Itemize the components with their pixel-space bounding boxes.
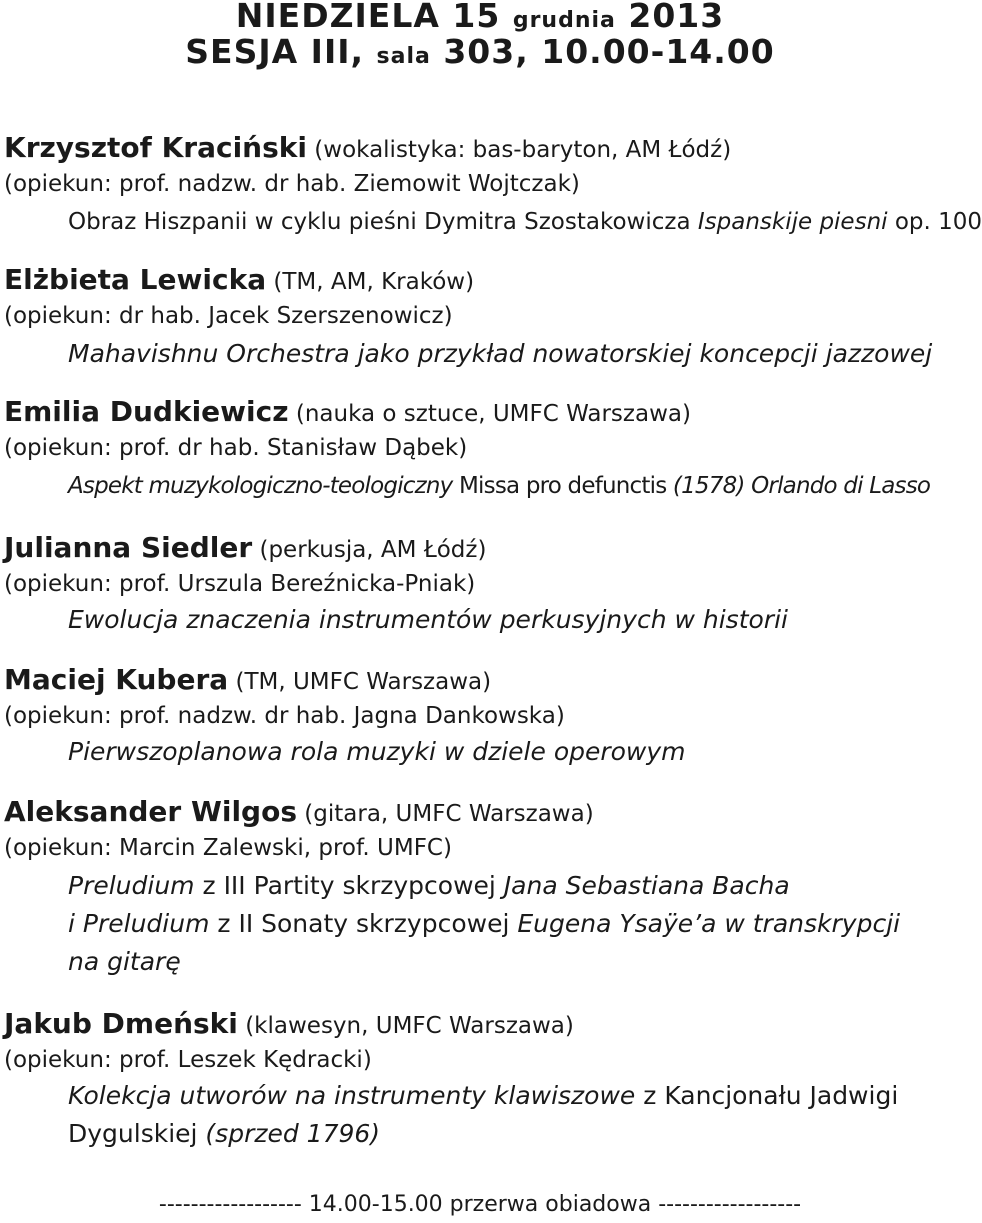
tutor-line: (opiekun: dr hab. Jacek Szerszenowicz) [4, 303, 453, 329]
speaker-affiliation: (nauka o sztuce, UMFC Warszawa) [288, 401, 691, 427]
speaker-affiliation: (TM, AM, Kraków) [266, 269, 475, 295]
speaker-affiliation: (wokalistyka: bas-baryton, AM Łódź) [306, 137, 732, 163]
speaker-affiliation: (gitara, UMFC Warszawa) [297, 801, 594, 827]
heading-room-time: 303, 10.00-14.00 [430, 32, 775, 71]
speaker-line [4, 264, 474, 298]
talk-title-part: Missa pro defunctis [459, 473, 667, 499]
talk-title-italic: Preludium [68, 871, 195, 900]
talk-title-line [68, 908, 900, 940]
speaker-name: Emilia Dudkiewicz [4, 395, 289, 428]
talk-title-part: z III Partity skrzypcowej [194, 871, 504, 900]
talk-title-italic: Aspekt muzykologiczno-teologiczny [68, 473, 460, 499]
heading-year: 2013 [615, 0, 725, 35]
talk-title-line [68, 1118, 380, 1150]
talk-title [68, 206, 982, 238]
speaker-line [4, 396, 691, 430]
tutor-line: (opiekun: prof. nadzw. dr hab. Ziemowit Wojtczak) [4, 171, 580, 197]
talk-title-italic: Ispanskije piesni [697, 209, 888, 235]
speaker-line [4, 1008, 574, 1042]
speaker-name: Maciej Kubera [4, 663, 229, 696]
talk-title-part: Dygulskiej [68, 1119, 198, 1148]
speaker-name: Julianna Siedler [4, 531, 253, 564]
talk-title-part: z II Sonaty skrzypcowej [209, 909, 518, 938]
lunch-break-note: ------------------ 14.00-15.00 przerwa obiadowa ------------------ [158, 1192, 802, 1217]
speaker-name: Krzysztof Kraciński [4, 131, 307, 164]
talk-title: Mahavishnu Orchestra jako przykład nowatorskiej koncepcji jazzowej [68, 339, 933, 368]
talk-title-italic: Eugena Ysaÿe’a w transkrypcji [517, 909, 901, 938]
speaker-name: Elżbieta Lewicka [4, 263, 267, 296]
session-info-heading [0, 32, 960, 77]
talk-title: Pierwszoplanowa rola muzyki w dziele operowym [68, 737, 686, 766]
talk-title-part: z Kancjonału Jadwigi [635, 1081, 899, 1110]
talk-title-italic: (1578) Orlando di Lasso [666, 473, 931, 499]
heading-session: SESJA III, [185, 32, 377, 71]
tutor-line: (opiekun: prof. Urszula Bereźnicka-Pniak) [4, 571, 476, 597]
tutor-line: (opiekun: prof. Leszek Kędracki) [4, 1047, 372, 1073]
speaker-affiliation: (perkusja, AM Łódź) [252, 537, 487, 563]
speaker-affiliation: (TM, UMFC Warszawa) [228, 669, 492, 695]
heading-month: grudnia [512, 8, 616, 33]
speaker-affiliation: (klawesyn, UMFC Warszawa) [237, 1013, 574, 1039]
tutor-line: (opiekun: prof. dr hab. Stanisław Dąbek) [4, 435, 468, 461]
heading-room-label: sala [376, 44, 431, 69]
talk-title: Ewolucja znaczenia instrumentów perkusyjnych w historii [68, 605, 788, 634]
talk-title-italic: Kolekcja utworów na instrumenty klawiszowe [68, 1081, 636, 1110]
talk-title [68, 470, 930, 502]
heading-day: NIEDZIELA 15 [235, 0, 513, 35]
speaker-line [4, 132, 731, 166]
speaker-name: Aleksander Wilgos [4, 795, 297, 828]
tutor-line: (opiekun: Marcin Zalewski, prof. UMFC) [4, 835, 452, 861]
talk-title-line [68, 870, 790, 902]
speaker-line [4, 664, 491, 698]
talk-title-italic: (sprzed 1796) [197, 1119, 381, 1148]
talk-title-part: Obraz Hiszpanii w cyklu pieśni Dymitra Szostakowicza [68, 209, 698, 235]
speaker-name: Jakub Dmeński [4, 1007, 238, 1040]
speaker-line [4, 796, 594, 830]
talk-title-line: na gitarę [68, 947, 181, 976]
speaker-line [4, 532, 486, 566]
talk-title-italic: i Preludium [68, 909, 210, 938]
talk-title-line [68, 1080, 898, 1112]
talk-title-italic: Jana Sebastiana Bacha [503, 871, 790, 900]
tutor-line: (opiekun: prof. nadzw. dr hab. Jagna Dankowska) [4, 703, 565, 729]
talk-title-part: op. 100 [887, 209, 982, 235]
